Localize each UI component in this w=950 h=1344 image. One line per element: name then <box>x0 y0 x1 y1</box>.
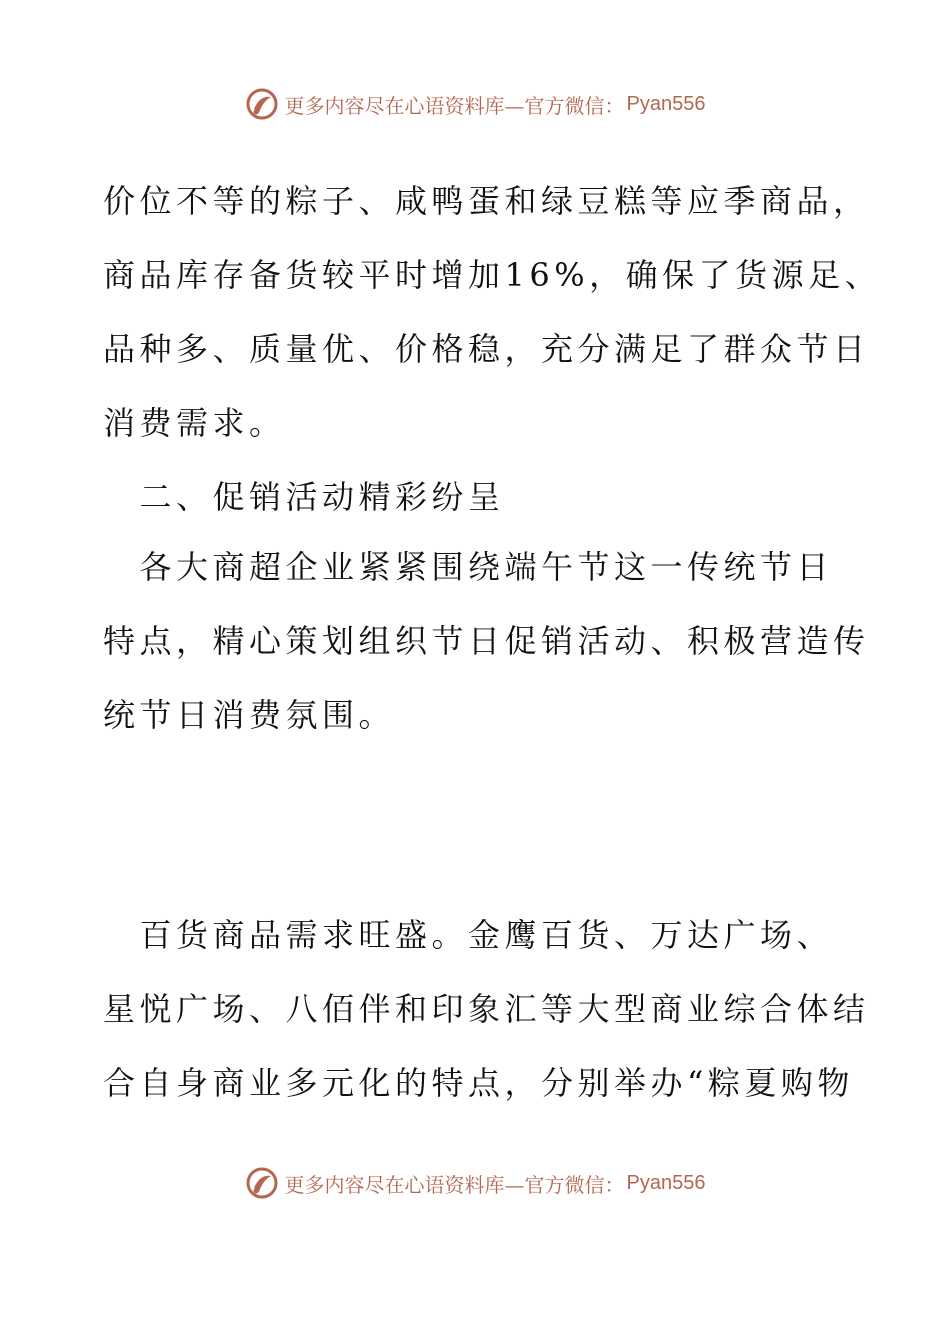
watermark-wechat-id: Pyan556 <box>626 92 706 115</box>
text-line: 价位不等的粽子、咸鸭蛋和绿豆糕等应季商品， <box>103 182 870 220</box>
paragraph-department-store <box>103 898 870 1120</box>
heading-text: 二、促销活动精彩纷呈 <box>103 478 505 516</box>
text-line: 品种多、质量优、价格稳，充分满足了群众节日 <box>103 330 870 368</box>
text-line: 消费需求。 <box>103 404 286 442</box>
text-line: 星悦广场、八佰伴和印象汇等大型商业综合体结 <box>103 990 870 1028</box>
watermark-text: 更多内容尽在心语资料库—官方微信： <box>284 93 625 118</box>
text-line: 百货商品需求旺盛。金鹰百货、万达广场、 <box>103 916 834 954</box>
watermark-wechat-id: Pyan556 <box>626 1171 706 1194</box>
text-line: 统节日消费氛围。 <box>103 696 396 734</box>
text-line: 商品库存备货较平时增加16%，确保了货源足、 <box>103 256 882 294</box>
paragraph-promotion <box>103 530 870 752</box>
seal-logo-icon <box>245 1166 279 1200</box>
text-line: 合自身商业多元化的特点，分别举办“粽夏购物 <box>103 1064 854 1102</box>
footer-watermark <box>0 1163 950 1203</box>
text-line: 特点，精心策划组织节日促销活动、积极营造传 <box>103 622 870 660</box>
paragraph-goods-supply <box>103 164 882 460</box>
text-line: 各大商超企业紧紧围绕端午节这一传统节日 <box>103 548 834 586</box>
watermark-text: 更多内容尽在心语资料库—官方微信： <box>284 1172 625 1197</box>
section-heading <box>103 460 863 534</box>
header-watermark <box>0 84 950 124</box>
seal-logo-icon <box>245 87 279 121</box>
